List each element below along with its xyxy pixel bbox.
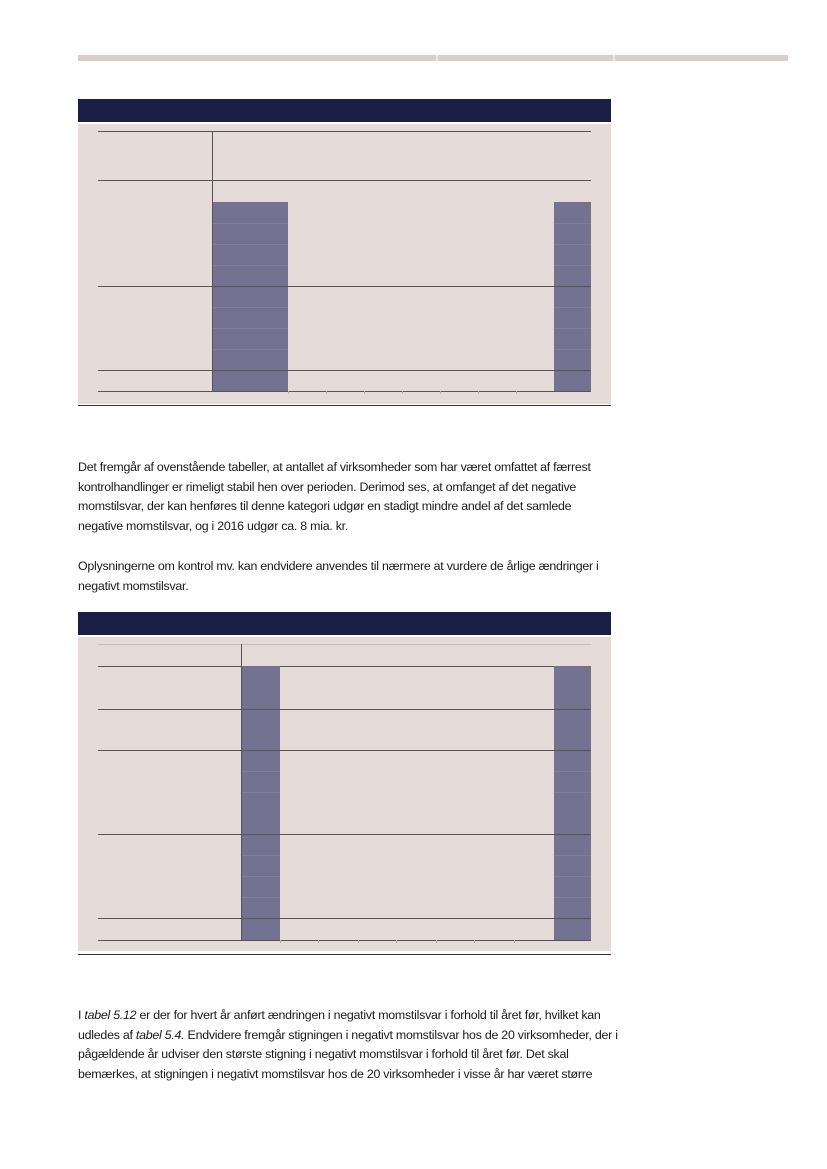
table-1-body <box>78 124 611 404</box>
table-1-highlight-column-right <box>554 202 591 391</box>
table-1 <box>78 99 611 407</box>
table-2-highlight-column-right <box>554 666 591 941</box>
table-1-header-band <box>78 99 611 122</box>
table-reference-5-12: tabel 5.12 <box>84 1008 137 1022</box>
table-2 <box>78 612 611 956</box>
table-1-highlight-column-left <box>213 202 288 391</box>
body-paragraph-3: I tabel 5.12 er der for hvert år anført ændringen i negativt momstilsvar i forhold til året før, hvilket kan udledes af tabel 5.4. Endvidere fremgår stigningen i negativt momstilsvar hos de 20 virksomheder, der i pågældende år udviser den største stigning i negativt momstilsvar i forhold til året før. Det skal bemærkes, at stigningen i negativt momstilsvar hos de 20 virksomheder i visse år har været større <box>78 1008 618 1081</box>
table-2-body <box>78 637 611 951</box>
body-paragraph-1: Det fremgår af ovenstående tabeller, at antallet af virksomheder som har været omfattet af færrest kontrolhandlinger er rimeligt stabil hen over perioden. Derimod ses, at omfanget af det negative momstilsvar, der kan henføres til denne kategori udgør en stadigt mindre andel af det samlede negative momstilsvar, og i 2016 udgør ca. 8 mia. kr. <box>78 460 591 533</box>
table-2-highlight-column-left <box>242 666 280 941</box>
table-reference-5-4: tabel 5.4. <box>135 1027 185 1042</box>
page-header-rule <box>78 55 788 61</box>
table-2-header-band <box>78 612 611 635</box>
body-paragraph-2: Oplysningerne om kontrol mv. kan endvidere anvendes til nærmere at vurdere de årlige ændringer i negativt momstilsvar. <box>78 559 599 593</box>
